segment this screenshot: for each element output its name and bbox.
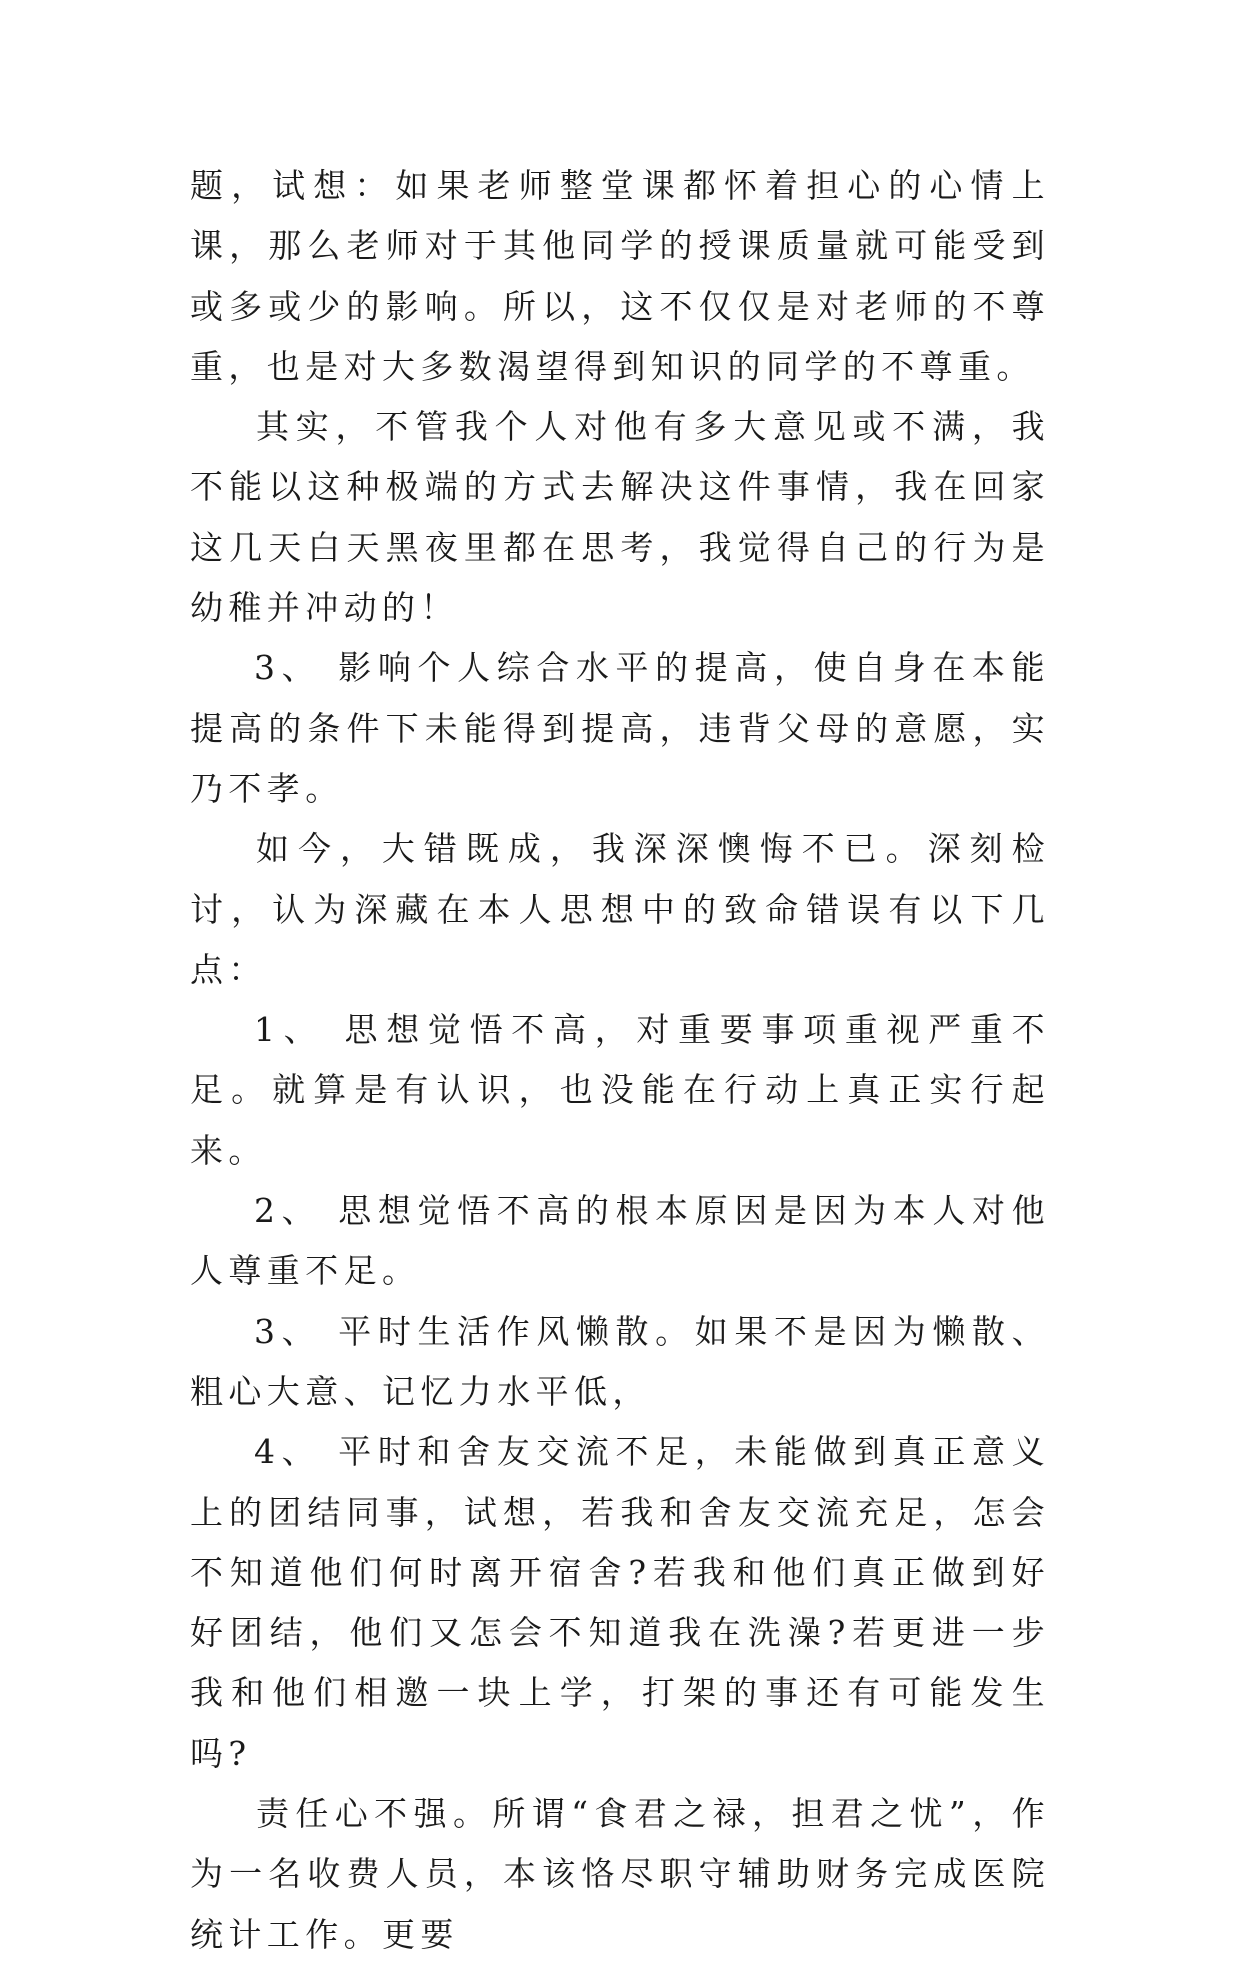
document-body xyxy=(190,156,1050,1965)
list-item-4: 4、 平时和舍友交流不足，未能做到真正意义上的团结同事，试想，若我和舍友交流充足，怎会不知道他们何时离开宿舍?若我和他们真正做到好好团结，他们又怎会不知道我在洗澡?若更进一步我和他们相邀一块上学，打架的事还有可能发生吗? xyxy=(190,1432,1050,1773)
list-item-3: 3、 平时生活作风懒散。如果不是因为懒散、粗心大意、记忆力水平低， xyxy=(190,1311,1050,1411)
paragraph-3: 3、 影响个人综合水平的提高，使自身在本能提高的条件下未能得到提高，违背父母的意愿，实乃不孝。 xyxy=(190,648,1050,808)
paragraph-2: 其实，不管我个人对他有多大意见或不满，我不能以这种极端的方式去解决这件事情，我在回家这几天白天黑夜里都在思考，我觉得自己的行为是幼稚并冲动的！ xyxy=(190,407,1050,628)
paragraph-4: 如今，大错既成，我深深懊悔不已。深刻检讨，认为深藏在本人思想中的致命错误有以下几点： xyxy=(190,829,1050,989)
paragraph-1: 题，试想：如果老师整堂课都怀着担心的心情上课，那么老师对于其他同学的授课质量就可能受到或多或少的影响。所以，这不仅仅是对老师的不尊重，也是对大多数渴望得到知识的同学的不尊重。 xyxy=(190,166,1050,386)
list-item-1: 1、 思想觉悟不高，对重要事项重视严重不足。就算是有认识，也没能在行动上真正实行起来。 xyxy=(190,1010,1050,1170)
list-item-2: 2、 思想觉悟不高的根本原因是因为本人对他人尊重不足。 xyxy=(190,1191,1050,1291)
paragraph-last: 责任心不强。所谓“食君之禄，担君之忧”，作为一名收费人员，本该恪尽职守辅助财务完成医院统计工作。更要 xyxy=(190,1794,1050,1954)
